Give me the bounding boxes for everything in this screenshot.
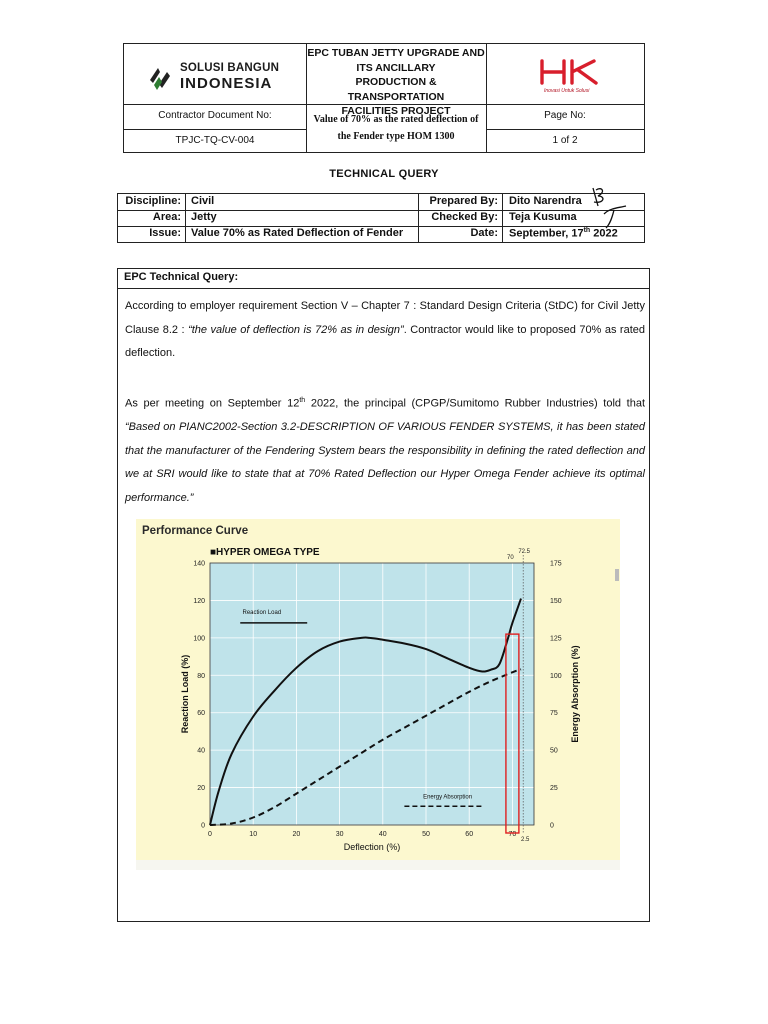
date-post: 2022 [590,227,618,240]
y-tick-label: 60 [197,710,205,718]
chart-scroll-mark [615,569,619,581]
project-title-line4: FACILITIES PROJECT [341,105,451,117]
marker-72-5-label: 72.5 [518,549,531,555]
project-title-line2: ITS ANCILLARY [356,61,436,74]
company-name-line2: INDONESIA [180,75,273,92]
chart-bottom-strip [136,860,620,870]
area-value: Jetty [191,211,217,223]
header-hline-right-2 [486,129,644,130]
x-axis-label: Deflection (%) [343,842,401,852]
p2-text-b: 2022, the principal (CPGP/Sumitomo Rubber Industries) told that [305,397,645,410]
subject-line1: Value of 70% as the rated deflection of [313,114,479,125]
date-label: Date: [470,227,498,239]
y2-tick-label: 100 [550,672,562,680]
date-pre: September, 17 [509,227,584,240]
info-col-divider-1 [185,194,186,242]
y-tick-label: 80 [197,672,205,680]
issue-value: Value 70% as Rated Deflection of Fender [191,227,404,239]
p2-quote: “Based on PIANC2002-Section 3.2-DESCRIPTION OF VARIOUS FENDER SYSTEMS, it has been stated that the manufacturer of the Fendering System bears the responsibility in defining the rated deflection and we at SRI would like to state that at 70% Rated Deflection our Hyper Omega Fender achieve its optimal performance.” [125,421,645,504]
p1-text-a: According to employer requirement Section V – Chapter 7 : Standard Design Criteria (StDC) for Civil Jetty Clause 8.2 : [125,300,645,336]
prepared-by-label: Prepared By: [429,195,498,207]
query-info-table [117,193,645,243]
chart-subtitle: ■HYPER OMEGA TYPE [210,547,320,558]
plot-area [210,563,534,825]
chart-title: Performance Curve [142,525,249,537]
y-tick-label: 40 [197,747,205,755]
page-value: 1 of 2 [552,135,578,146]
document-subject [306,111,486,145]
x-tick-label: 50 [422,831,430,838]
hk-tagline: Inovasi Untuk Solusi [544,88,590,94]
y2-tick-label: 0 [550,822,554,830]
header-hline-left-2 [124,129,306,130]
hk-logo-icon [538,57,602,87]
y-tick-label: 100 [193,635,205,643]
page-title: TECHNICAL QUERY [329,168,439,180]
doc-number: TPJC-TQ-CV-004 [175,135,255,146]
page-label: Page No: [544,110,586,121]
prepared-by-value: Dito Narendra [509,195,582,207]
y2-tick-label: 175 [550,560,562,568]
y-axis-label: Reaction Load (%) [180,654,190,734]
company-name-line1: SOLUSI BANGUN [180,62,280,74]
project-title-line1: EPC TUBAN JETTY UPGRADE AND [307,47,485,59]
header-hline-left [124,104,306,105]
query-paragraph-2 [125,389,645,510]
query-heading: EPC Technical Query: [124,271,239,283]
checked-by-value: Teja Kusuma [509,211,577,223]
y2-tick-label: 25 [550,785,558,793]
marker-bottom-label: 2.5 [521,837,530,843]
signature-marks [590,186,630,230]
y-tick-label: 120 [193,597,205,605]
info-col-divider-3 [502,194,503,242]
x-tick-label: 30 [335,831,344,838]
p2-text-a: As per meeting on September 12 [125,397,300,410]
discipline-value: Civil [191,195,215,207]
sbi-leaf-icon [144,62,176,94]
x-tick-label: 70 [508,831,517,838]
performance-curve-chart [136,519,620,860]
y2-tick-label: 75 [550,710,558,718]
x-tick-label: 10 [249,831,258,838]
discipline-label: Discipline: [125,195,181,207]
y-tick-label: 140 [193,560,205,568]
y2-tick-label: 50 [550,747,558,755]
marker-70-label: 70 [507,555,514,561]
x-tick-label: 20 [292,831,301,838]
subject-line2: the Fender type HOM 1300 [337,131,455,142]
query-heading-row [118,269,649,289]
x-tick-label: 40 [378,831,387,838]
area-label: Area: [152,211,181,223]
project-title-line3: PRODUCTION & TRANSPORTATION [347,76,445,103]
date-sup: th [583,227,591,234]
issue-label: Issue: [149,227,181,239]
y-tick-label: 0 [201,822,205,830]
legend-reaction-load: Reaction Load [242,610,282,617]
checked-by-label: Checked By: [431,211,498,223]
document-header-table [123,43,645,153]
p1-text-b: . Contractor would like to proposed 70% as rated deflection. [125,323,646,359]
y2-axis-label: Energy Absorption (%) [570,645,580,743]
legend-energy-absorption: Energy Absorption [423,794,473,801]
header-hline-right [486,104,644,105]
y-tick-label: 20 [197,785,205,793]
sbi-logo [144,60,294,94]
query-paragraph-1 [125,295,645,366]
x-tick-label: 0 [208,831,212,838]
x-tick-label: 60 [465,831,474,838]
contractor-doc-label: Contractor Document No: [158,110,272,121]
p2-sup: th [299,397,306,404]
y2-tick-label: 150 [550,597,562,605]
project-title [306,46,486,119]
y2-tick-label: 125 [550,635,562,643]
p1-quote: “the value of deflection is 72% as in design” [188,323,404,336]
